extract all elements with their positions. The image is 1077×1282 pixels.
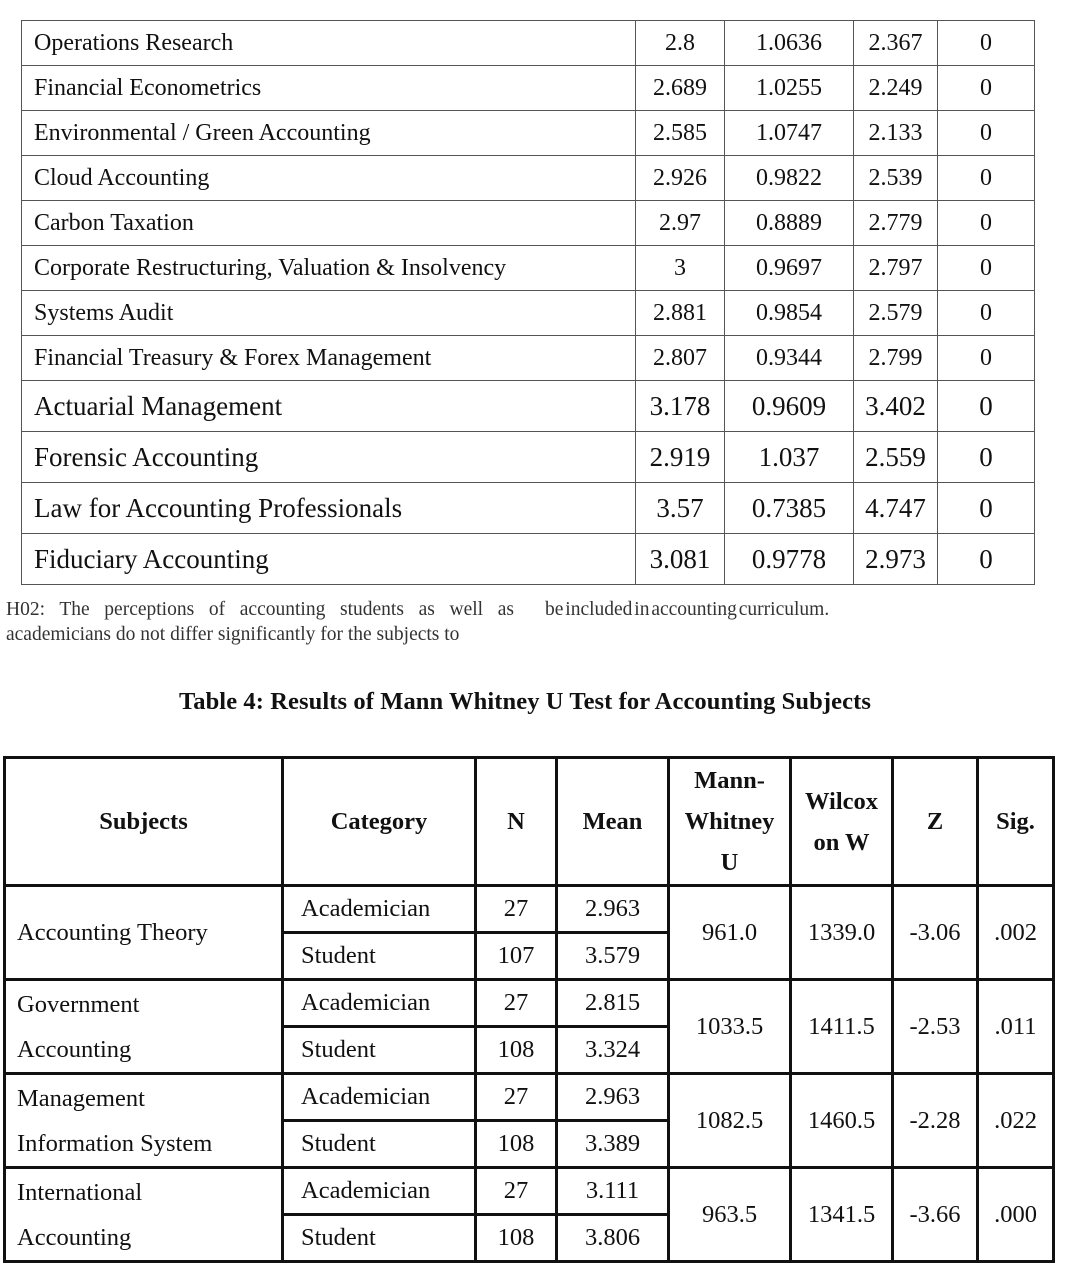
sd-cell: 1.0255 — [725, 66, 854, 111]
sd-cell: 1.0636 — [725, 21, 854, 66]
table-row — [22, 534, 1035, 585]
subject-cell: Financial Treasury & Forex Management — [22, 336, 636, 381]
stat-cell: 2.133 — [854, 111, 938, 156]
category-cell: Academician — [283, 886, 476, 933]
subject-cell: Forensic Accounting — [22, 432, 636, 483]
sig-cell: .011 — [978, 980, 1054, 1074]
sig-cell: 0 — [938, 483, 1035, 534]
subject-line2: Accounting — [17, 1035, 132, 1063]
sig-cell: 0 — [938, 246, 1035, 291]
table-row — [22, 483, 1035, 534]
table-row — [22, 66, 1035, 111]
subject-cell — [5, 1168, 283, 1262]
header-sig: Sig. — [978, 758, 1054, 886]
n-cell: 108 — [476, 1121, 557, 1168]
table-row — [5, 886, 1054, 933]
sig-cell: 0 — [938, 336, 1035, 381]
subject-cell: Environmental / Green Accounting — [22, 111, 636, 156]
hypothesis-text-right: be included in accounting curriculum. — [545, 599, 830, 620]
mean-cell: 2.807 — [636, 336, 725, 381]
table-row — [22, 21, 1035, 66]
table-row — [5, 1074, 1054, 1121]
header-w-line2: on W — [813, 828, 870, 856]
mean-cell: 2.8 — [636, 21, 725, 66]
table-row — [5, 1168, 1054, 1215]
stat-cell: 2.973 — [854, 534, 938, 585]
stat-cell: 2.799 — [854, 336, 938, 381]
mean-cell: 2.881 — [636, 291, 725, 336]
w-cell: 1411.5 — [791, 980, 893, 1074]
u-cell: 963.5 — [669, 1168, 791, 1262]
subject-cell: Systems Audit — [22, 291, 636, 336]
hypothesis-text-left: H02: The perceptions of accounting students as well as academicians do not differ significantly for the subjects to — [6, 599, 514, 645]
subject-cell: Operations Research — [22, 21, 636, 66]
mean-cell: 3.579 — [557, 933, 669, 980]
sd-cell: 0.9344 — [725, 336, 854, 381]
z-cell: -3.66 — [893, 1168, 978, 1262]
sd-cell: 0.9854 — [725, 291, 854, 336]
stat-cell: 2.559 — [854, 432, 938, 483]
sd-cell: 0.9778 — [725, 534, 854, 585]
category-cell: Student — [283, 933, 476, 980]
u-cell: 1082.5 — [669, 1074, 791, 1168]
n-cell: 108 — [476, 1027, 557, 1074]
subject-line1: International — [17, 1178, 143, 1206]
table-caption: Table 4: Results of Mann Whitney U Test for Accounting Subjects — [179, 688, 871, 715]
subjects-statistics-table — [21, 20, 1035, 585]
subject-line2: Accounting — [17, 1223, 132, 1251]
subject-cell: Law for Accounting Professionals — [22, 483, 636, 534]
sig-cell: .002 — [978, 886, 1054, 980]
sd-cell: 1.037 — [725, 432, 854, 483]
sig-cell: .022 — [978, 1074, 1054, 1168]
sig-cell: .000 — [978, 1168, 1054, 1262]
stat-cell: 2.367 — [854, 21, 938, 66]
header-mwu-line2: Whitney — [684, 808, 775, 835]
mann-whitney-table — [3, 756, 1055, 1263]
stat-cell: 2.539 — [854, 156, 938, 201]
sig-cell: 0 — [938, 381, 1035, 432]
mean-cell: 2.689 — [636, 66, 725, 111]
mean-cell: 3.806 — [557, 1215, 669, 1262]
sig-cell: 0 — [938, 291, 1035, 336]
subject-cell: Cloud Accounting — [22, 156, 636, 201]
sd-cell: 0.7385 — [725, 483, 854, 534]
stat-cell: 2.797 — [854, 246, 938, 291]
mean-cell: 2.97 — [636, 201, 725, 246]
mean-cell: 2.815 — [557, 980, 669, 1027]
stat-cell: 2.779 — [854, 201, 938, 246]
subject-cell: Actuarial Management — [22, 381, 636, 432]
header-mwu-line3: U — [720, 849, 739, 876]
w-cell: 1460.5 — [791, 1074, 893, 1168]
header-n: N — [476, 758, 557, 886]
z-cell: -2.53 — [893, 980, 978, 1074]
z-cell: -3.06 — [893, 886, 978, 980]
sd-cell: 0.8889 — [725, 201, 854, 246]
sig-cell: 0 — [938, 111, 1035, 156]
table-row — [22, 432, 1035, 483]
sd-cell: 1.0747 — [725, 111, 854, 156]
n-cell: 27 — [476, 1168, 557, 1215]
subject-cell: Fiduciary Accounting — [22, 534, 636, 585]
n-cell: 108 — [476, 1215, 557, 1262]
sig-cell: 0 — [938, 66, 1035, 111]
header-z: Z — [893, 758, 978, 886]
mean-cell: 2.963 — [557, 886, 669, 933]
header-wilcoxon-w — [791, 758, 893, 886]
u-cell: 961.0 — [669, 886, 791, 980]
w-cell: 1339.0 — [791, 886, 893, 980]
u-cell: 1033.5 — [669, 980, 791, 1074]
category-cell: Student — [283, 1027, 476, 1074]
table-row — [22, 336, 1035, 381]
sig-cell: 0 — [938, 432, 1035, 483]
stat-cell: 2.249 — [854, 66, 938, 111]
table-row — [22, 111, 1035, 156]
header-mwu-line1: Mann- — [694, 767, 765, 794]
subject-line2: Information System — [17, 1129, 213, 1157]
stat-cell: 3.402 — [854, 381, 938, 432]
mean-cell: 3.111 — [557, 1168, 669, 1215]
sd-cell: 0.9822 — [725, 156, 854, 201]
mean-cell: 2.919 — [636, 432, 725, 483]
subject-cell — [5, 980, 283, 1074]
n-cell: 107 — [476, 933, 557, 980]
w-cell: 1341.5 — [791, 1168, 893, 1262]
table-row — [22, 156, 1035, 201]
z-cell: -2.28 — [893, 1074, 978, 1168]
subject-line1: Accounting Theory — [17, 919, 208, 946]
subject-cell — [5, 886, 283, 980]
category-cell: Academician — [283, 1074, 476, 1121]
mean-cell: 2.926 — [636, 156, 725, 201]
table-row — [22, 201, 1035, 246]
sig-cell: 0 — [938, 201, 1035, 246]
category-cell: Academician — [283, 980, 476, 1027]
sd-cell: 0.9609 — [725, 381, 854, 432]
sig-cell: 0 — [938, 156, 1035, 201]
mean-cell: 2.585 — [636, 111, 725, 156]
header-subjects: Subjects — [5, 758, 283, 886]
header-mann-whitney-u — [669, 758, 791, 886]
mean-cell: 3.57 — [636, 483, 725, 534]
mean-cell: 3 — [636, 246, 725, 291]
category-cell: Academician — [283, 1168, 476, 1215]
category-cell: Student — [283, 1121, 476, 1168]
header-mean: Mean — [557, 758, 669, 886]
mean-cell: 3.389 — [557, 1121, 669, 1168]
stat-cell: 4.747 — [854, 483, 938, 534]
mean-cell: 3.178 — [636, 381, 725, 432]
n-cell: 27 — [476, 980, 557, 1027]
header-category: Category — [283, 758, 476, 886]
subject-line1: Government — [17, 990, 140, 1018]
mean-cell: 3.324 — [557, 1027, 669, 1074]
subject-cell: Corporate Restructuring, Valuation & Insolvency — [22, 246, 636, 291]
subject-cell — [5, 1074, 283, 1168]
category-cell: Student — [283, 1215, 476, 1262]
n-cell: 27 — [476, 886, 557, 933]
header-row — [5, 758, 1054, 886]
sig-cell: 0 — [938, 534, 1035, 585]
mean-cell: 3.081 — [636, 534, 725, 585]
table-row — [22, 381, 1035, 432]
sig-cell: 0 — [938, 21, 1035, 66]
n-cell: 27 — [476, 1074, 557, 1121]
table-row — [5, 980, 1054, 1027]
sd-cell: 0.9697 — [725, 246, 854, 291]
table-row — [22, 246, 1035, 291]
subject-cell: Carbon Taxation — [22, 201, 636, 246]
stat-cell: 2.579 — [854, 291, 938, 336]
subject-line1: Management — [17, 1084, 145, 1112]
header-w-line1: Wilcox — [804, 787, 879, 815]
mean-cell: 2.963 — [557, 1074, 669, 1121]
table-row — [22, 291, 1035, 336]
subject-cell: Financial Econometrics — [22, 66, 636, 111]
